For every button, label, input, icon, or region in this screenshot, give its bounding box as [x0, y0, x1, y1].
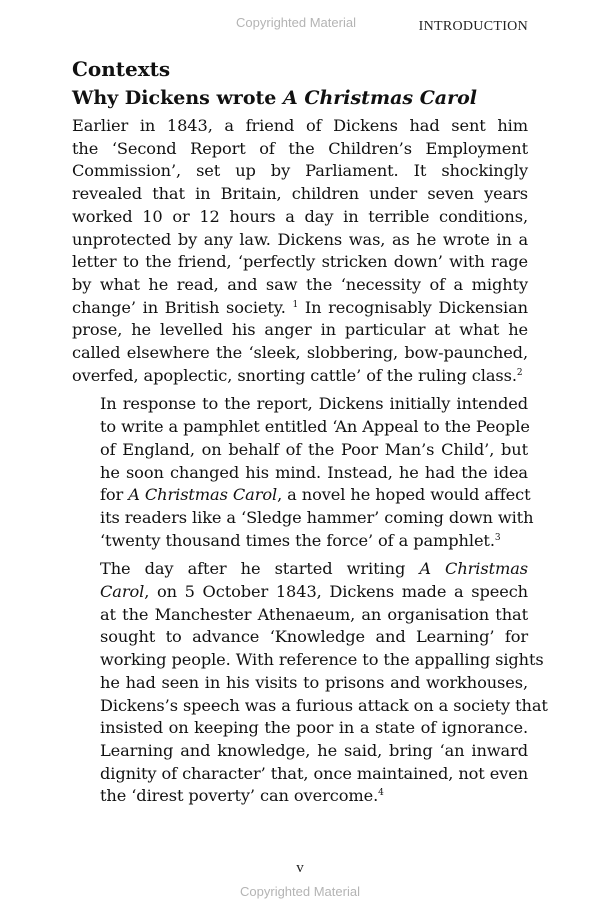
text-line: [72, 530, 528, 553]
text-line: letter to the friend, ‘perfectly stricken down’ with rage: [72, 252, 528, 272]
text-line: [72, 785, 528, 808]
text-segment: for: [100, 485, 129, 505]
footnote-ref-1[interactable]: 1: [292, 299, 299, 310]
text-segment: , on 5 October 1843, Dickens made a speech: [144, 582, 528, 602]
subheading-title: A Christmas Carol: [282, 87, 478, 109]
text-line: [72, 484, 531, 507]
subheading: [72, 87, 477, 109]
text-line: [72, 365, 528, 388]
text-line: worked 10 or 12 hours a day in terrible conditions,: [72, 206, 528, 226]
body-text: [72, 115, 548, 808]
text-line: working people. With reference to the appalling sights: [100, 650, 544, 670]
text-line: [72, 558, 528, 581]
page-number: v: [296, 860, 304, 876]
text-line: to write a pamphlet entitled ‘An Appeal to the People: [100, 417, 530, 437]
text-segment: In recognisably Dickensian: [304, 297, 529, 317]
text-line: insisted on keeping the poor in a state of ignorance.: [100, 718, 528, 738]
paragraph-2: [72, 393, 534, 552]
watermark-bottom: Copyrighted Material: [240, 884, 360, 899]
watermark-top: Copyrighted Material: [236, 15, 356, 30]
text-line: at the Manchester Athenaeum, an organisation that: [100, 604, 528, 624]
text-line: prose, he levelled his anger in particular at what he: [72, 320, 528, 340]
footnote-ref-4[interactable]: 4: [378, 788, 384, 799]
text-line: he had seen in his visits to prisons and workhouses,: [100, 672, 528, 692]
text-segment: change’ in British society.: [72, 297, 286, 317]
book-title: A Christmas: [419, 559, 528, 579]
text-segment: The day after he started writing: [100, 559, 420, 579]
text-line: Commission’, set up by Parliament. It shockingly: [72, 161, 528, 181]
footnote-ref-2[interactable]: 2: [516, 367, 523, 378]
book-title: A Christmas Carol: [128, 485, 278, 505]
text-line: the ‘Second Report of the Children’s Employment: [72, 138, 528, 158]
footnote-ref-3[interactable]: 3: [494, 532, 501, 543]
paragraph-3: [72, 558, 548, 808]
text-line: Earlier in 1843, a friend of Dickens had sent him: [72, 116, 528, 135]
text-line: called elsewhere the ‘sleek, slobbering, bow-paunched,: [72, 343, 528, 363]
text-line: dignity of character’ that, once maintained, not even: [100, 763, 529, 783]
running-head: INTRODUCTION: [418, 19, 528, 34]
text-line: In response to the report, Dickens initially intended: [100, 394, 528, 414]
text-segment: ‘twenty thousand times the force’ of a pamphlet.: [100, 530, 495, 550]
text-line: by what he read, and saw the ‘necessity of a mighty: [72, 274, 528, 294]
text-line: unprotected by any law. Dickens was, as he wrote in a: [72, 229, 528, 249]
text-segment: overfed, apoplectic, snorting cattle’ of the ruling class.: [72, 365, 517, 385]
text-segment: , a novel he hoped would affect: [277, 485, 531, 505]
text-line: of England, on behalf of the Poor Man’s Child’, but: [100, 439, 528, 459]
text-line: sought to advance ‘Knowledge and Learning’ for: [100, 627, 528, 647]
book-title: Carol: [100, 582, 145, 602]
text-line: [72, 297, 528, 320]
text-segment: the ‘direst poverty’ can overcome.: [100, 786, 379, 806]
paragraph-1: [72, 115, 528, 387]
text-line: Learning and knowledge, he said, bring ‘an inward: [100, 740, 528, 760]
section-heading: Contexts: [72, 57, 171, 81]
text-line: he soon changed his mind. Instead, he had the idea: [100, 462, 528, 482]
text-line: [72, 581, 528, 604]
text-line: Dickens’s speech was a furious attack on a society that: [100, 695, 548, 715]
subheading-prefix: Why Dickens wrote: [72, 87, 283, 109]
text-line: revealed that in Britain, children under seven years: [72, 184, 528, 204]
text-line: its readers like a ‘Sledge hammer’ coming down with: [100, 507, 534, 527]
